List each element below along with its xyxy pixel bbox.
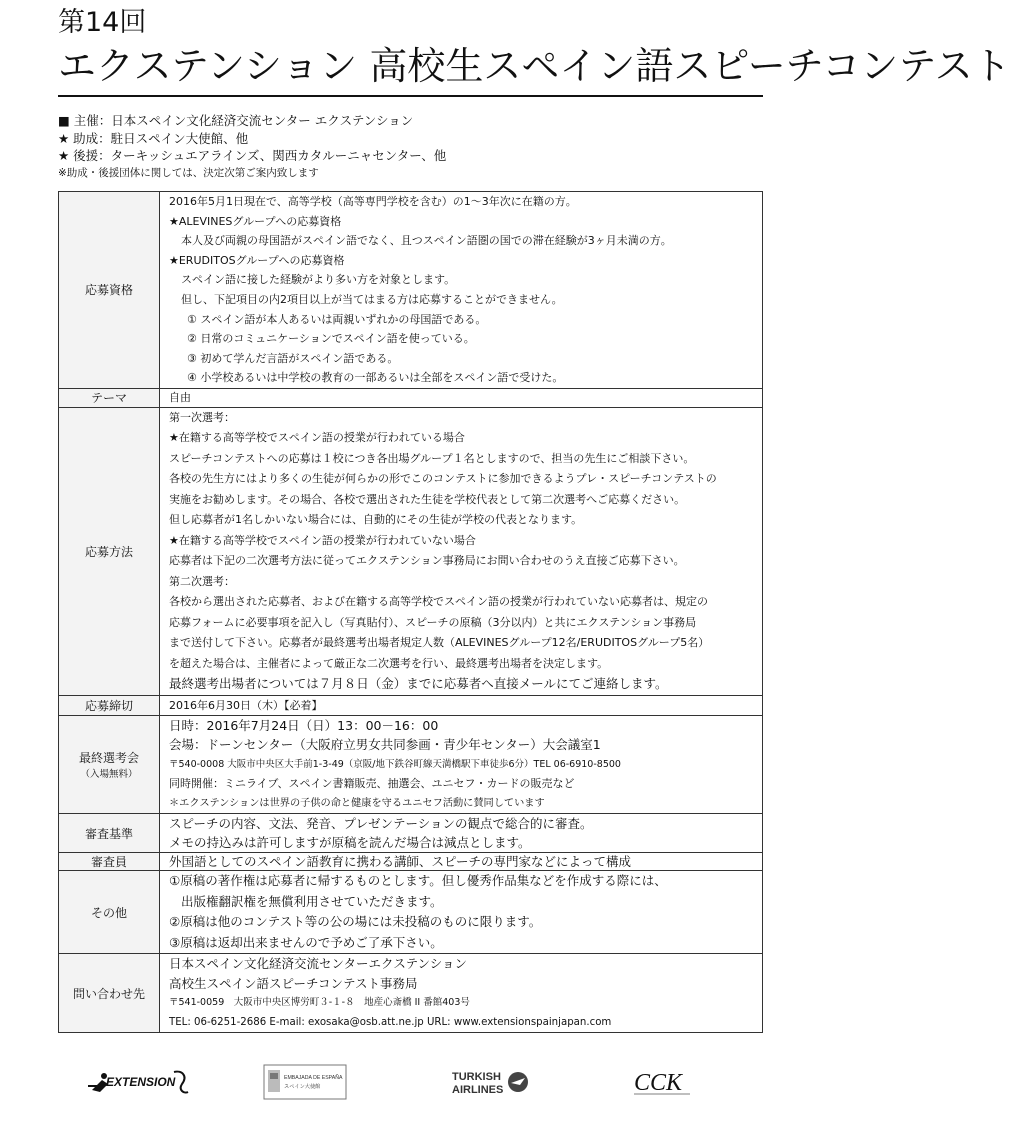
eligibility-line: 2016年5月1日現在で、高等学校（高等専門学校を含む）の1～3年次に在籍の方。: [169, 195, 577, 208]
deadline-value: 2016年6月30日（木）【必着】: [169, 698, 323, 712]
method-line: 応募者は下記の二次選考方法に従ってエクステンション事務局にお問い合わせのうえ直接ご応募下さい。: [169, 554, 685, 568]
sponsor-note: ※助成・後援団体に関しては、決定次第ご案内致します: [58, 166, 319, 179]
row-final: [59, 715, 763, 814]
label-eligibility: 応募資格: [59, 192, 160, 389]
final-line: 〒540-0008 大阪市中央区大手前1-3-49（京阪/地下鉄谷町線天満橋駅下車徒歩6分）TEL 06-6910-8500: [169, 758, 621, 770]
final-line: ＊エクステンションは世界の子供の命と健康を守るユニセフ活動に賛同しています: [169, 797, 545, 809]
contact-line: TEL: 06-6251-2686 E-mail: exosaka@osb.att.ne.jp URL: www.extensionspainjapan.com: [169, 1016, 612, 1028]
method-line: まで送付して下さい。応募者が最終選考出場者規定人数（ALEVINESグループ12名/ERUDITOSグループ5名）: [169, 636, 710, 650]
contest-edition: 第14回: [58, 7, 147, 38]
row-other: [59, 871, 763, 954]
cck-logo: [630, 1062, 700, 1100]
other-line: ③原稿は返却出来ませんので予めご了承下さい。: [169, 934, 443, 950]
row-criteria: [59, 814, 763, 853]
label-method: 応募方法: [59, 407, 160, 695]
final-line: 同時開催：ミニライブ、スペイン書籍販売、抽選会、ユニセフ・カードの販売など: [169, 777, 575, 791]
label-theme: テーマ: [59, 388, 160, 407]
eligibility-line: ② 日常のコミュニケーションでスペイン語を使っている。: [187, 332, 475, 346]
contact-line: 高校生スペイン語スピーチコンテスト事務局: [169, 975, 418, 991]
value-eligibility: [160, 192, 763, 389]
value-method: [160, 407, 763, 695]
page-title: エクステンション 高校生スペイン語スピーチコンテスト: [58, 44, 1011, 88]
turkish-airlines-logo: [450, 1066, 530, 1100]
row-theme: [59, 388, 763, 407]
turkish-airlines-word1: TURKISH: [452, 1071, 501, 1083]
method-line: スピーチコンテストへの応募は１校につき各出場グループ１名としますので、担当の先生にご相談下さい。: [169, 451, 695, 465]
criteria-line: スピーチの内容、文法、発音、プレゼンテーションの観点で総合的に審査。: [169, 816, 593, 832]
eligibility-line: ★ERUDITOSグループへの応募資格: [169, 253, 345, 267]
title-divider: [58, 95, 763, 97]
label-criteria: 審査基準: [59, 814, 160, 853]
value-final: [160, 715, 763, 814]
row-contact: [59, 954, 763, 1033]
label-deadline: 応募締切: [59, 695, 160, 715]
method-line: 第二次選考：: [169, 574, 235, 588]
theme-value: 自由: [169, 390, 191, 404]
method-line: 実施をお勧めします。その場合、各校で選出された生徒を学校代表として第二次選考へご応募ください。: [169, 492, 686, 506]
row-method: [59, 407, 763, 695]
value-deadline: [160, 695, 763, 715]
value-other: [160, 871, 763, 954]
eligibility-line: スペイン語に接した経験がより多い方を対象とします。: [181, 273, 456, 287]
contest-info-table: [58, 191, 763, 1033]
label-contact: 問い合わせ先: [59, 954, 160, 1033]
label-other: その他: [59, 871, 160, 954]
extension-logo-text: EXTENSION: [106, 1075, 176, 1089]
method-line: 各校から選出された応募者、および在籍する高等学校でスペイン語の授業が行われていない応募者は、規定の: [169, 595, 708, 609]
contact-line: 日本スペイン文化経済交流センターエクステンション: [169, 956, 467, 972]
value-criteria: [160, 814, 763, 853]
label-judges: 審査員: [59, 853, 160, 871]
value-judges: [160, 853, 763, 871]
method-line: 最終選考出場者については７月８日（金）までに応募者へ直接メールにてご連絡します。: [169, 676, 668, 692]
value-contact: [160, 954, 763, 1033]
row-eligibility: [59, 192, 763, 389]
eligibility-line: ① スペイン語が本人あるいは両親いずれかの母国語である。: [187, 312, 487, 326]
criteria-line: メモの持込みは許可しますが原稿を読んだ場合は減点とします。: [169, 835, 531, 851]
eligibility-line: 本人及び両親の母国語がスペイン語でなく、且つスペイン語圏の国での滞在経験が3ヶ月未満の方。: [181, 234, 672, 248]
eligibility-line: ③ 初めて学んだ言語がスペイン語である。: [187, 351, 399, 365]
organizer-line: ■ 主催：日本スペイン文化経済交流センター エクステンション: [58, 113, 414, 128]
embassy-name-ja: スペイン大使館: [284, 1084, 321, 1090]
sponsor-logos: [0, 1058, 810, 1108]
final-line: 日時：2016年7月24日（日）13：00－16：00: [169, 717, 439, 733]
other-line: ②原稿は他のコンテスト等の公の場には未投稿のものに限ります。: [169, 914, 542, 930]
final-sublabel: （入場無料）: [80, 769, 138, 781]
eligibility-line: ④ 小学校あるいは中学校の教育の一部あるいは全部をスペイン語で受けた。: [187, 371, 564, 385]
row-deadline: [59, 695, 763, 715]
final-label: 最終選考会: [78, 751, 139, 766]
judges-value: 外国語としてのスペイン語教育に携わる講師、スピーチの専門家などによって構成: [169, 854, 632, 870]
row-judges: [59, 853, 763, 871]
eligibility-line: ★ALEVINESグループへの応募資格: [169, 214, 342, 228]
value-theme: [160, 388, 763, 407]
other-line: 出版権翻訳権を無償利用させていただきます。: [181, 893, 443, 909]
support-line: ★ 助成：駐日スペイン大使館、他: [58, 130, 249, 146]
spanish-embassy-logo: [263, 1064, 347, 1100]
label-final: [59, 715, 160, 814]
method-line: 但し応募者が1名しかいない場合には、自動的にその生徒が学校の代表となります。: [169, 513, 583, 527]
eligibility-line: 但し、下記項目の内2項目以上が当てはまる方は応募することができません。: [181, 292, 563, 306]
final-line: 会場：ドーンセンター（大阪府立男女共同参画・青少年センター）大会議室1: [169, 737, 601, 753]
turkish-airlines-word2: AIRLINES: [452, 1084, 504, 1096]
extension-logo: [84, 1066, 194, 1098]
sponsor-line: ★ 後援：ターキッシュエアラインズ、関西カタルーニャセンター、他: [58, 148, 447, 163]
method-line: 各校の先生方にはより多くの生徒が何らかの形でこのコンテストに参加できるようプレ・スピーチコンテストの: [169, 472, 717, 486]
method-line: 第一次選考：: [169, 410, 235, 424]
organizer-block: [58, 112, 446, 182]
embassy-name-es: EMBAJADA DE ESPAÑA: [284, 1075, 343, 1081]
method-line: ★在籍する高等学校でスペイン語の授業が行われている場合: [169, 431, 465, 445]
method-line: を超えた場合は、主催者によって厳正な二次選考を行い、最終選考出場者を決定します。: [169, 656, 609, 670]
method-line: 応募フォームに必要事項を記入し（写真貼付）、スピーチの原稿（3分以内）と共にエクステンション事務局: [169, 615, 697, 629]
contact-line: 〒541-0059 大阪市中央区博労町３-１-８ 地産心斎橋 II 番館403号: [169, 997, 470, 1009]
method-line: ★在籍する高等学校でスペイン語の授業が行われていない場合: [169, 533, 476, 547]
other-line: ①原稿の著作権は応募者に帰するものとします。但し優秀作品集などを作成する際には、: [169, 873, 667, 889]
cck-logo-text: CCK: [634, 1070, 683, 1096]
